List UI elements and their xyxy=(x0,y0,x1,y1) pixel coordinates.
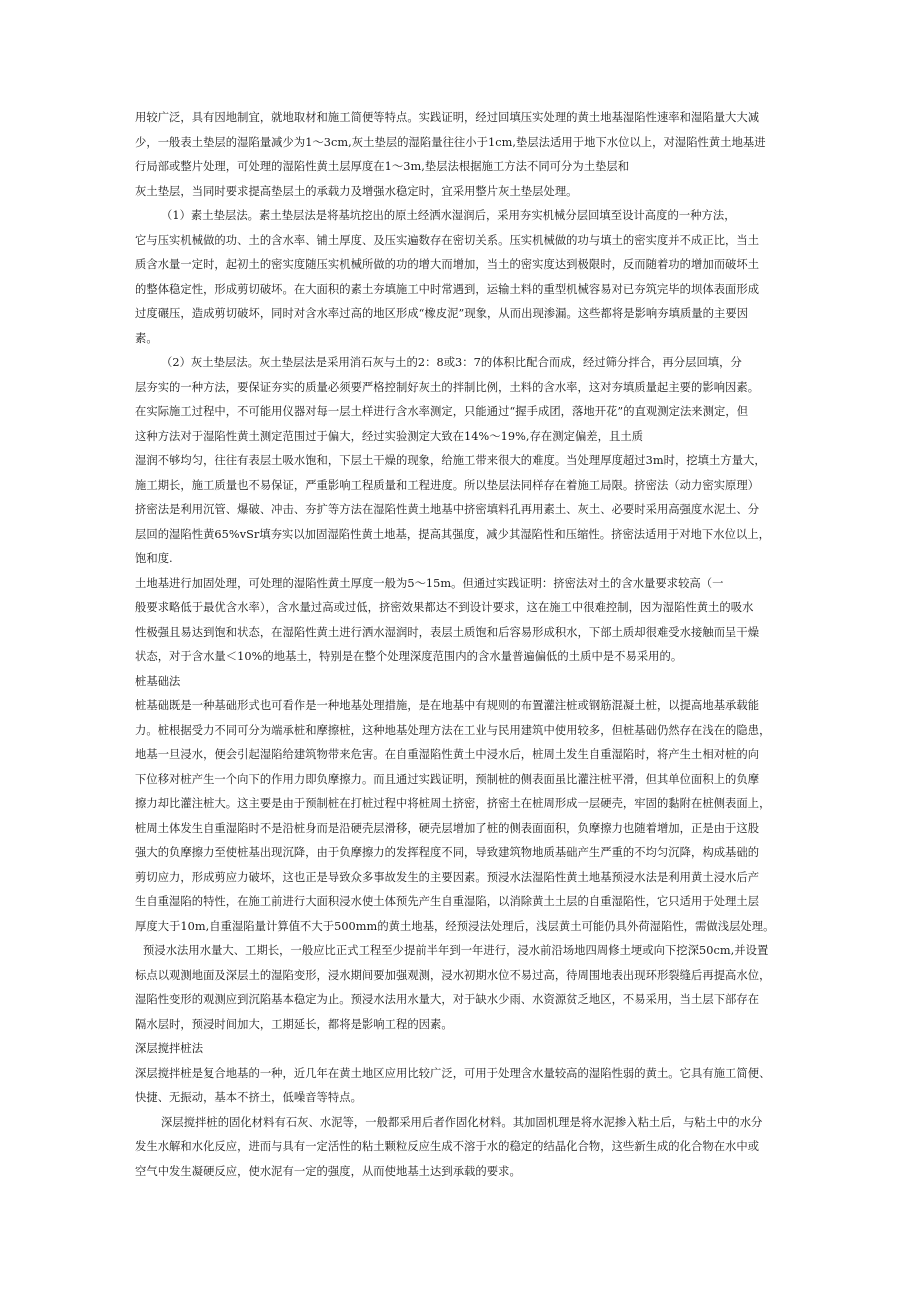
text-line: 强大的负摩擦力至使桩基出现沉降，由于负摩擦力的发挥程度不同，导致建筑物地质基础产生严重的不均匀沉降，构成基础的 xyxy=(135,846,760,859)
text-line: 素。 xyxy=(135,332,158,345)
text-line: 桩周土体发生自重湿陷时不是沿桩身而是沿硬壳层滑移，硬壳层增加了桩的侧表面面积，负摩擦力也随着增加，正是由于这股 xyxy=(135,822,760,835)
text-line: 施工期长，施工质量也不易保证，严重影响工程质量和工程进度。所以垫层法同样存在着施工局限。挤密法（动力密实原理） xyxy=(135,479,760,492)
section-heading-pile-foundation: 桩基础法 xyxy=(135,675,181,688)
text-line: 的整体稳定性，形成剪切破坏。在大面积的素土夯填施工中时常遇到，运输土料的重型机械容易对已夯筑完毕的坝体表面形成 xyxy=(135,283,760,296)
text-line: 灰土垫层，当同时要求提高垫层土的承载力及增强水稳定时，宜采用整片灰土垫层处理。 xyxy=(135,185,578,198)
text-line: 状态，对于含水量＜10%的地基土，特别是在整个处理深度范围内的含水量普遍偏低的土质中是不易采用的。 xyxy=(135,650,683,663)
text-line: 生自重湿陷的特性，在施工前进行大面积浸水使土体预先产生自重湿陷，以消除黄土土层的自重湿陷性，它只适用于处理土层 xyxy=(135,895,760,908)
text-line: 饱和度. xyxy=(135,552,173,565)
text-line: 桩基础既是一种基础形式也可看作是一种地基处理措施，是在地基中有规则的布置灌注桩或钢筋混凝土桩，以提高地基承载能 xyxy=(135,699,760,712)
text-line: （1）素土垫层法。素土垫层法是将基坑挖出的原土经洒水湿润后，采用夯实机械分层回填至设计高度的一种方法， xyxy=(161,209,736,222)
text-line: 擦力却比灌注桩大。这主要是由于预制桩在打桩过程中将桩周土挤密，挤密土在桩周形成一层硬壳，牢固的黏附在桩侧表面上， xyxy=(135,797,771,810)
text-line: 快捷、无振动，基本不挤土，低噪音等特点。 xyxy=(135,1091,362,1104)
text-line: 湿润不够均匀，往往有表层土吸水饱和，下层土干燥的现象，给施工带来很大的难度。当处理厚度超过3m时，挖填土方量大， xyxy=(135,454,766,467)
text-line: 层回的湿陷性黄65%vSr填夯实以加固湿陷性黄土地基，提高其强度，减少其湿陷性和压缩性。挤密法适用于对地下水位以上， xyxy=(135,528,770,541)
text-line: 空气中发生凝硬反应，使水泥有一定的强度，从而使地基土达到承载的要求。 xyxy=(135,1165,521,1178)
text-line: 预浸水法用水量大、工期长，一般应比正式工程至少提前半年到一年进行，浸水前沿场地四周修土埂或向下挖深50cm,并设置 xyxy=(143,944,769,957)
text-line: 深层搅拌桩是复合地基的一种，近几年在黄土地区应用比较广泛，可用于处理含水量较高的湿陷性弱的黄土。它具有施工简便、 xyxy=(135,1067,771,1080)
text-line: （2）灰土垫层法。灰土垫层法是采用消石灰与土的2：8或3：7的体积比配合而成，经过筛分拌合，再分层回填，分 xyxy=(161,356,742,369)
text-line: 发生水解和水化反应，进而与具有一定活性的粘土颗粒反应生成不溶于水的稳定的结晶化合物，这些新生成的化合物在水中或 xyxy=(135,1140,760,1153)
text-line: 剪切应力，形成剪应力破坏，这也正是导致众多事故发生的主要因素。预浸水法湿陷性黄土地基预浸水法是利用黄土浸水后产 xyxy=(135,871,760,884)
text-line: 地基一旦浸水，便会引起湿陷给建筑物带来危害。在自重湿陷性黄土中浸水后，桩周土发生自重湿陷时，将产生土相对桩的向 xyxy=(135,748,760,761)
text-line: 过度碾压，造成剪切破坏，同时对含水率过高的地区形成“橡皮泥”现象，从而出现渗漏。这些都将是影响夯填质量的主要因 xyxy=(135,307,749,320)
text-line: 标点以观测地面及深层土的湿陷变形，浸水期间要加强观测，浸水初期水位不易过高，待周围地表出现环形裂缝后再提高水位， xyxy=(135,969,771,982)
text-line: 挤密法是利用沉管、爆破、冲击、夯扩等方法在湿陷性黄土地基中挤密填料孔再用素土、灰土、必要时采用高强度水泥土、分 xyxy=(135,503,760,516)
text-line: 它与压实机械做的功、土的含水率、铺土厚度、及压实遍数存在密切关系。压实机械做的功与填土的密实度并不成正比，当土 xyxy=(135,234,760,247)
text-line: 层夯实的一种方法，要保证夯实的质量必须要严格控制好灰土的拌制比例，土料的含水率，这对夯填质量起主要的影响因素。 xyxy=(135,381,760,394)
text-line: 厚度大于10m,自重湿陷量计算值不大于500mm的黄土地基，经预浸法处理后，浅层黄土可能仍具外荷湿陷性，需做浅层处理。 xyxy=(135,920,775,933)
text-line: 行局部或整片处理，可处理的湿陷性黄土层厚度在1～3m,垫层法根据施工方法不同可分为土垫层和 xyxy=(135,160,630,173)
text-line: 少，一般表土垫层的湿陷量减少为1～3cm,灰土垫层的湿陷量往往小于1cm,垫层法适用于地下水位以上，对湿陷性黄土地基进 xyxy=(135,136,766,149)
section-heading-deep-mixing-pile: 深层搅拌桩法 xyxy=(135,1042,204,1055)
text-line: 力。桩根据受力不同可分为端承桩和摩擦桩，这种地基处理方法在工业与民用建筑中使用较多，但桩基础仍然存在浅在的隐患， xyxy=(135,724,771,737)
text-line: 性极强且易达到饱和状态，在湿陷性黄土进行洒水湿润时，表层土质饱和后容易形成积水，下部土质却很难受水接触而呈干燥 xyxy=(135,626,760,639)
text-line: 般要求略低于最优含水率），含水量过高或过低，挤密效果都达不到设计要求，这在施工中很难控制，因为湿陷性黄土的吸水 xyxy=(135,601,754,614)
text-line: 湿陷性变形的观测应到沉陷基本稳定为止。预浸水法用水量大，对于缺水少雨、水资源贫乏地区，不易采用，当土层下部存在 xyxy=(135,993,760,1006)
text-line: 土地基进行加固处理，可处理的湿陷性黄土厚度一般为5～15m。但通过实践证明：挤密法对土的含水量要求较高（一 xyxy=(135,577,724,590)
text-line: 在实际施工过程中，不可能用仪器对每一层土样进行含水率测定，只能通过“握手成团，落地开花”的直观测定法来测定，但 xyxy=(135,405,749,418)
text-line: 用较广泛，具有因地制宜，就地取材和施工简便等特点。实践证明，经过回填压实处理的黄土地基湿陷性速率和湿陷量大大减 xyxy=(135,111,760,124)
text-line: 质含水量一定时，起初土的密实度随压实机械所做的功的增大而增加，当土的密实度达到极限时，反而随着功的增加而破坏土 xyxy=(135,258,760,271)
text-line: 隔水层时，预浸时间加大，工期延长，都将是影响工程的因素。 xyxy=(135,1018,453,1031)
text-line: 这种方法对于湿陷性黄土测定范围过于偏大，经过实验测定大致在14%～19%,存在测定偏差，且土质 xyxy=(135,430,644,443)
text-line: 下位移对桩产生一个向下的作用力即负摩擦力。而且通过实践证明，预制桩的侧表面虽比灌注桩平滑，但其单位面积上的负摩 xyxy=(135,773,760,786)
text-line: 深层搅拌桩的固化材料有石灰、水泥等，一般都采用后者作固化材料。其加固机理是将水泥掺入粘土后，与粘土中的水分 xyxy=(161,1116,763,1129)
